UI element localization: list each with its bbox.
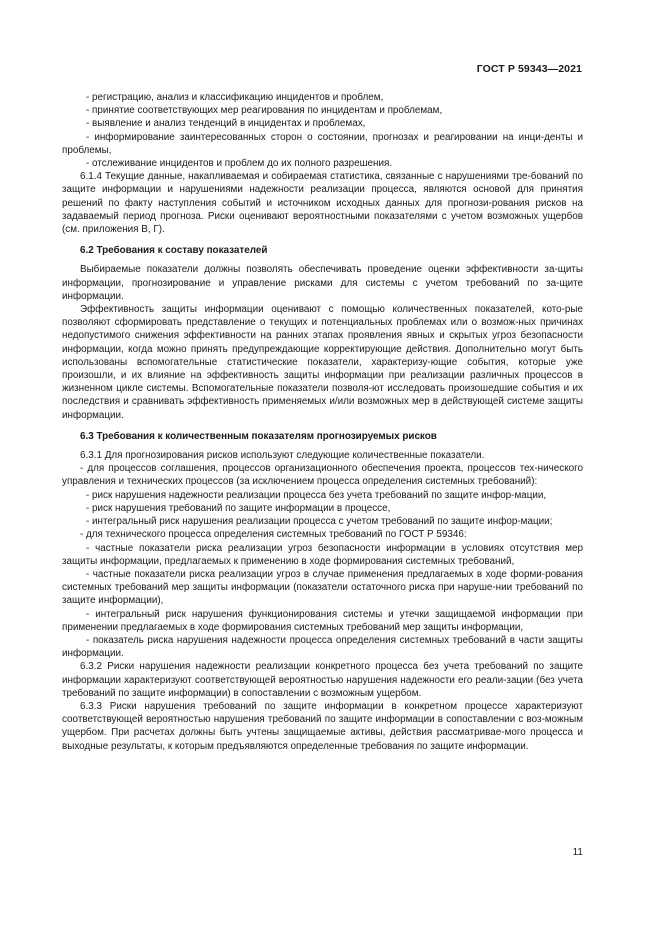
paragraph-6-1-4: 6.1.4 Текущие данные, накапливаемая и собираемая статистика, связанные с нарушениями тре-бований по защите информации и нарушениями надежности реализации процесса, являются основой для принятия решений по факту наступления событий и источником исходных данных для прогнози-рования рисков на задаваемый период прогноза. Риски оценивают вероятностными показателями с учетом возможных ущербов (см. приложения В, Г). (62, 171, 583, 236)
paragraph: Эффективность защиты информации оценивают с помощью количественных показателей, кото-рые позволяют сформировать представление о текущих и потенциальных проблемах или о возмож-ных причинах недопустимого снижения эффективности на ранних этапах проявления явных и скрытых угроз безопасности информации, когда можно принять предупреждающие корректирующие действия. Дополнительно могут быть использованы вспомогательные статистические показатели, характеризу-ющие события, которые уже произошли, и их влияние на эффективность защиты информации при реализации различных процессов в жизненном цикле системы. Вспомогательные показатели позволя-ют исследовать произошедшие события и их последствия и сравнивать эффективность применяемых и/или возможных мер в действующей системе защиты информации. (62, 304, 583, 421)
page-body (62, 91, 583, 753)
paragraph: - для процессов соглашения, процессов организационного обеспечения проекта, процессов тех-нического управления и технических процессов (за исключением процесса определения системных требований): (62, 463, 583, 488)
list-item: - частные показатели риска реализации угроз безопасности информации в условиях отсутствия мер защиты информации, предлагаемых к применению в ходе формирования системных требований, (62, 542, 583, 567)
list-item: - выявление и анализ тенденций в инцидентах и проблемах, (86, 118, 366, 130)
document-id: ГОСТ Р 59343—2021 (476, 63, 582, 75)
paragraph-6-3-3: 6.3.3 Риски нарушения требований по защите информации в конкретном процессе характеризуют соответствующей вероятностью нарушения требований по защите информации в сопоставлении с воз-можным ущербом. При расчетах должны быть учтены защищаемые активы, действия рассматривае-мого процесса и выходные результаты, к которым предъявляются определенные требования по защите информации. (62, 700, 583, 752)
list-item: - информирование заинтересованных сторон о состоянии, прогнозах и реагировании на инци-денты и проблемы, (62, 131, 583, 156)
paragraph-6-3-2: 6.3.2 Риски нарушения надежности реализации конкретного процесса без учета требований по защите информации характеризуют соответствующей вероятностью нарушения надежности его реали-зации (без учета требований по защите информации) в сопоставлении с возможным ущербом. (62, 661, 583, 699)
section-heading-6-3: 6.3 Требования к количественным показателям прогнозируемых рисков (80, 430, 437, 442)
list-item: - регистрацию, анализ и классификацию инцидентов и проблем, (86, 92, 384, 103)
section-heading-6-2: 6.2 Требования к составу показателей (80, 245, 268, 257)
list-item: - риск нарушения надежности реализации процесса без учета требований по защите инфор-мации, (86, 489, 547, 501)
paragraph: Выбираемые показатели должны позволять обеспечивать проведение оценки эффективности за-щиты информации, прогнозирование и управление рисками для системы с учетом требований по за-щите информации. (62, 264, 583, 302)
list-item: - принятие соответствующих мер реагирования по инцидентам и проблемам, (86, 105, 443, 117)
list-item: - риск нарушения требований по защите информации в процессе, (86, 502, 391, 514)
paragraph-6-3-1: 6.3.1 Для прогнозирования рисков используют следующие количественные показатели. (80, 450, 485, 462)
list-item: - интегральный риск нарушения реализации процесса с учетом требований по защите инфор-мации; (86, 516, 553, 528)
list-item: - частные показатели риска реализации угроз в случае применения предлагаемых в ходе форми-рования системных требований мер защиты информации (показатели остаточного риска при наруше-нии требований по защите информации), (62, 568, 583, 607)
list-item: - отслеживание инцидентов и проблем до их полного разрешения. (86, 158, 393, 170)
list-item: - интегральный риск нарушения функционирования системы и утечки защищаемой информации при применении предлагаемых в ходе формирования системных требований мер защиты информации, (62, 608, 583, 633)
page-number: 11 (572, 847, 583, 858)
paragraph: - для технического процесса определения системных требований по ГОСТ Р 59346: (80, 529, 467, 541)
list-item: - показатель риска нарушения надежности процесса определения системных требований в части защиты информации. (62, 634, 583, 660)
